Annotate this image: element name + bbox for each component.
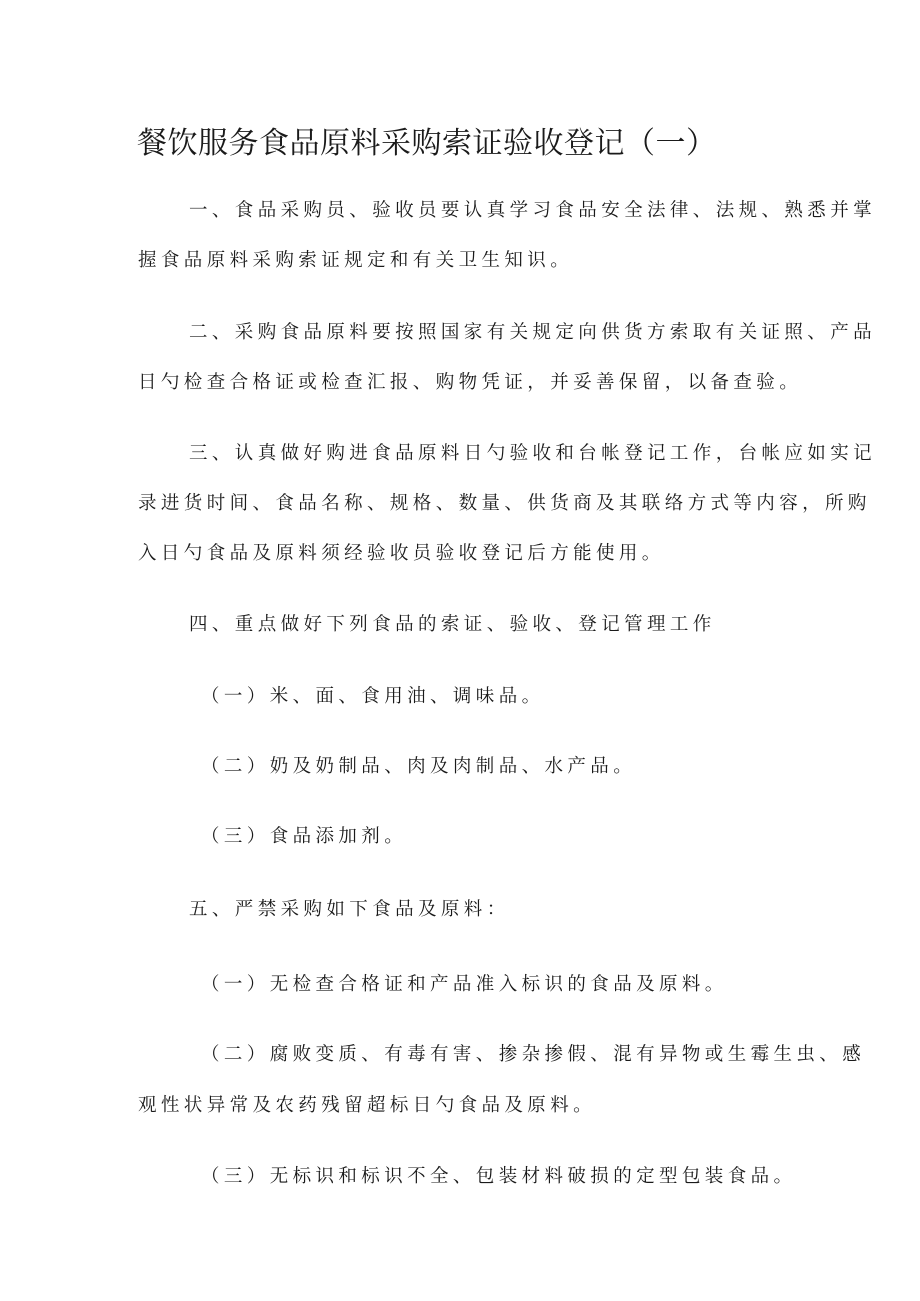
list-item: （三）食品添加剂。 (201, 826, 408, 847)
list-item: （二）奶及奶制品、肉及肉制品、水产品。 (201, 756, 637, 777)
document-title: 餐饮服务食品原料采购索证验收登记（一） (137, 126, 717, 161)
text-line: 握食品原料采购索证规定和有关卫生知识。 (138, 250, 574, 271)
text-line: 二、采购食品原料要按照国家有关规定向供货方索取有关证照、产品 (189, 322, 877, 343)
text-line: 观性状异常及农药残留超标日勺食品及原料。 (138, 1095, 597, 1116)
text-line: 日勺检查合格证或检查汇报、购物凭证，并妥善保留，以备查验。 (138, 372, 803, 393)
list-item: （二）腐败变质、有毒有害、掺杂掺假、混有异物或生霉生虫、感 (201, 1044, 866, 1065)
list-item: （三）无标识和标识不全、包装材料破损的定型包装食品。 (201, 1166, 797, 1187)
text-line: 录进货时间、食品名称、规格、数量、供货商及其联络方式等内容，所购 (138, 493, 871, 514)
section-heading: 五、严禁采购如下食品及原料： (189, 899, 510, 920)
list-item: （一）无检查合格证和产品准入标识的食品及原料。 (201, 974, 728, 995)
list-item: （一）米、面、食用油、调味品。 (201, 686, 545, 707)
section-heading: 四、重点做好下列食品的索证、验收、登记管理工作 (189, 614, 716, 635)
text-line: 入日勺食品及原料须经验收员验收登记后方能使用。 (138, 543, 665, 564)
text-line: 三、认真做好购进食品原料日勺验收和台帐登记工作，台帐应如实记 (189, 443, 877, 464)
text-line: 一、食品采购员、验收员要认真学习食品安全法律、法规、熟悉并掌 (189, 200, 877, 221)
